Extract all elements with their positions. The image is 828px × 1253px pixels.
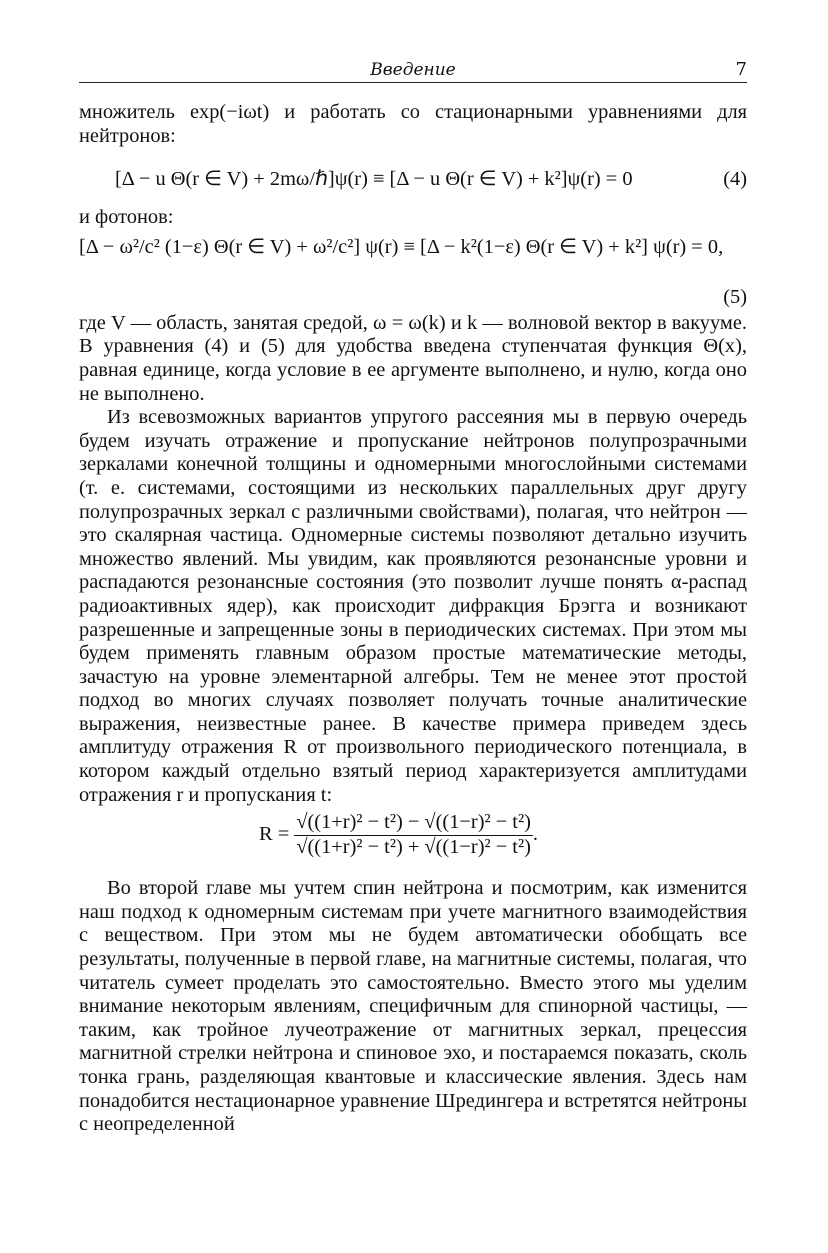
equation-6-lhs: R =: [259, 823, 290, 846]
equation-4-math: [Δ − u Θ(r ∈ V) + 2mω/ℏ]ψ(r) ≡ [Δ − u Θ(r ∈ V) + k²]ψ(r) = 0: [115, 168, 633, 191]
photons-intro: и фотонов:: [79, 206, 174, 229]
paragraph-1: множитель exp(−iωt) и работать со стационарными уравнениями для нейтронов:: [79, 101, 747, 147]
equation-6: [79, 807, 747, 877]
equation-4: [79, 158, 747, 206]
page-body: [79, 101, 747, 1137]
equation-6-end: .: [532, 823, 538, 846]
equation-6-fraction: [294, 811, 533, 859]
equation-6-denominator: √((1+r)² − t²) + √((1−r)² − t²): [296, 835, 531, 858]
page: [79, 58, 747, 1137]
section-title: Введение: [370, 60, 456, 80]
equation-5-tag: (5): [723, 285, 747, 308]
equation-5: [79, 234, 747, 312]
paragraph-4: Во второй главе мы учтем спин нейтрона и посмотрим, как изменится наш подход к одномерным системам при учете магнитного взаимодействия с веществом. При этом мы не будем автоматически обобщать все результаты, полученные в первой главе, на магнитные системы, полагая, что читатель сумеет проделать это самостоятельно. Вместо этого мы уделим внимание некоторым явлениям, специфичным для спинорной частицы, — таким, как тройное лучеотражение от магнитных зеркал, прецессия магнитной стрелки нейтрона и спиновое эхо, и постараемся показать, сколь тонка грань, разделяющая квантовые и классические явления. Здесь нам понадобится нестационарное уравнение Шредингера и встретятся нейтроны с неопределенной: [79, 877, 747, 1136]
equation-6-numerator: √((1+r)² − t²) − √((1−r)² − t²): [294, 811, 533, 836]
running-header: [79, 58, 747, 83]
paragraph-2: где V — область, занятая средой, ω = ω(k) и k — волновой вектор в вакууме. В уравнения (4) и (5) для удобства введена ступенчатая функция Θ(x), равная единице, когда условие в ее аргументе выполнено, и нулю, когда оно не выполнено.: [79, 311, 747, 405]
page-number: 7: [735, 59, 747, 80]
equation-5-math: [Δ − ω²/c² (1−ε) Θ(r ∈ V) + ω²/c²] ψ(r) ≡ [Δ − k²(1−ε) Θ(r ∈ V) + k²] ψ(r) = 0,: [79, 235, 724, 258]
equation-4-tag: (4): [723, 168, 747, 191]
paragraph-3: Из всевозможных вариантов упругого рассеяния мы в первую очередь будем изучать отражение и пропускание нейтронов полупрозрачными зеркалами конечной толщины и одномерными многослойными системами (т. е. системами, состоящими из нескольких параллельных друг другу полупрозрачных зеркал с различными свойствами), полагая, что нейтрон — это скалярная частица. Одномерные системы позволяют детально изучить множество явлений. Мы увидим, как проявляются резонансные уровни и распадаются резонансные состояния (это позволит лучше понять α-распад радиоактивных ядер), как происходит дифракция Брэгга и возникают разрешенные и запрещенные зоны в периодических системах. При этом мы будем применять главным образом простые математические методы, зачастую на уровне элементарной алгебры. Тем не менее этот простой подход во многих случаях позволяет получать точные аналитические выражения, неизвестные ранее. В качестве примера приведем здесь амплитуду отражения R от произвольного периодического потенциала, в котором каждый отдельно взятый период характеризуется амплитудами отражения r и пропускания t:: [79, 406, 747, 806]
equation-6-math: [259, 811, 538, 859]
